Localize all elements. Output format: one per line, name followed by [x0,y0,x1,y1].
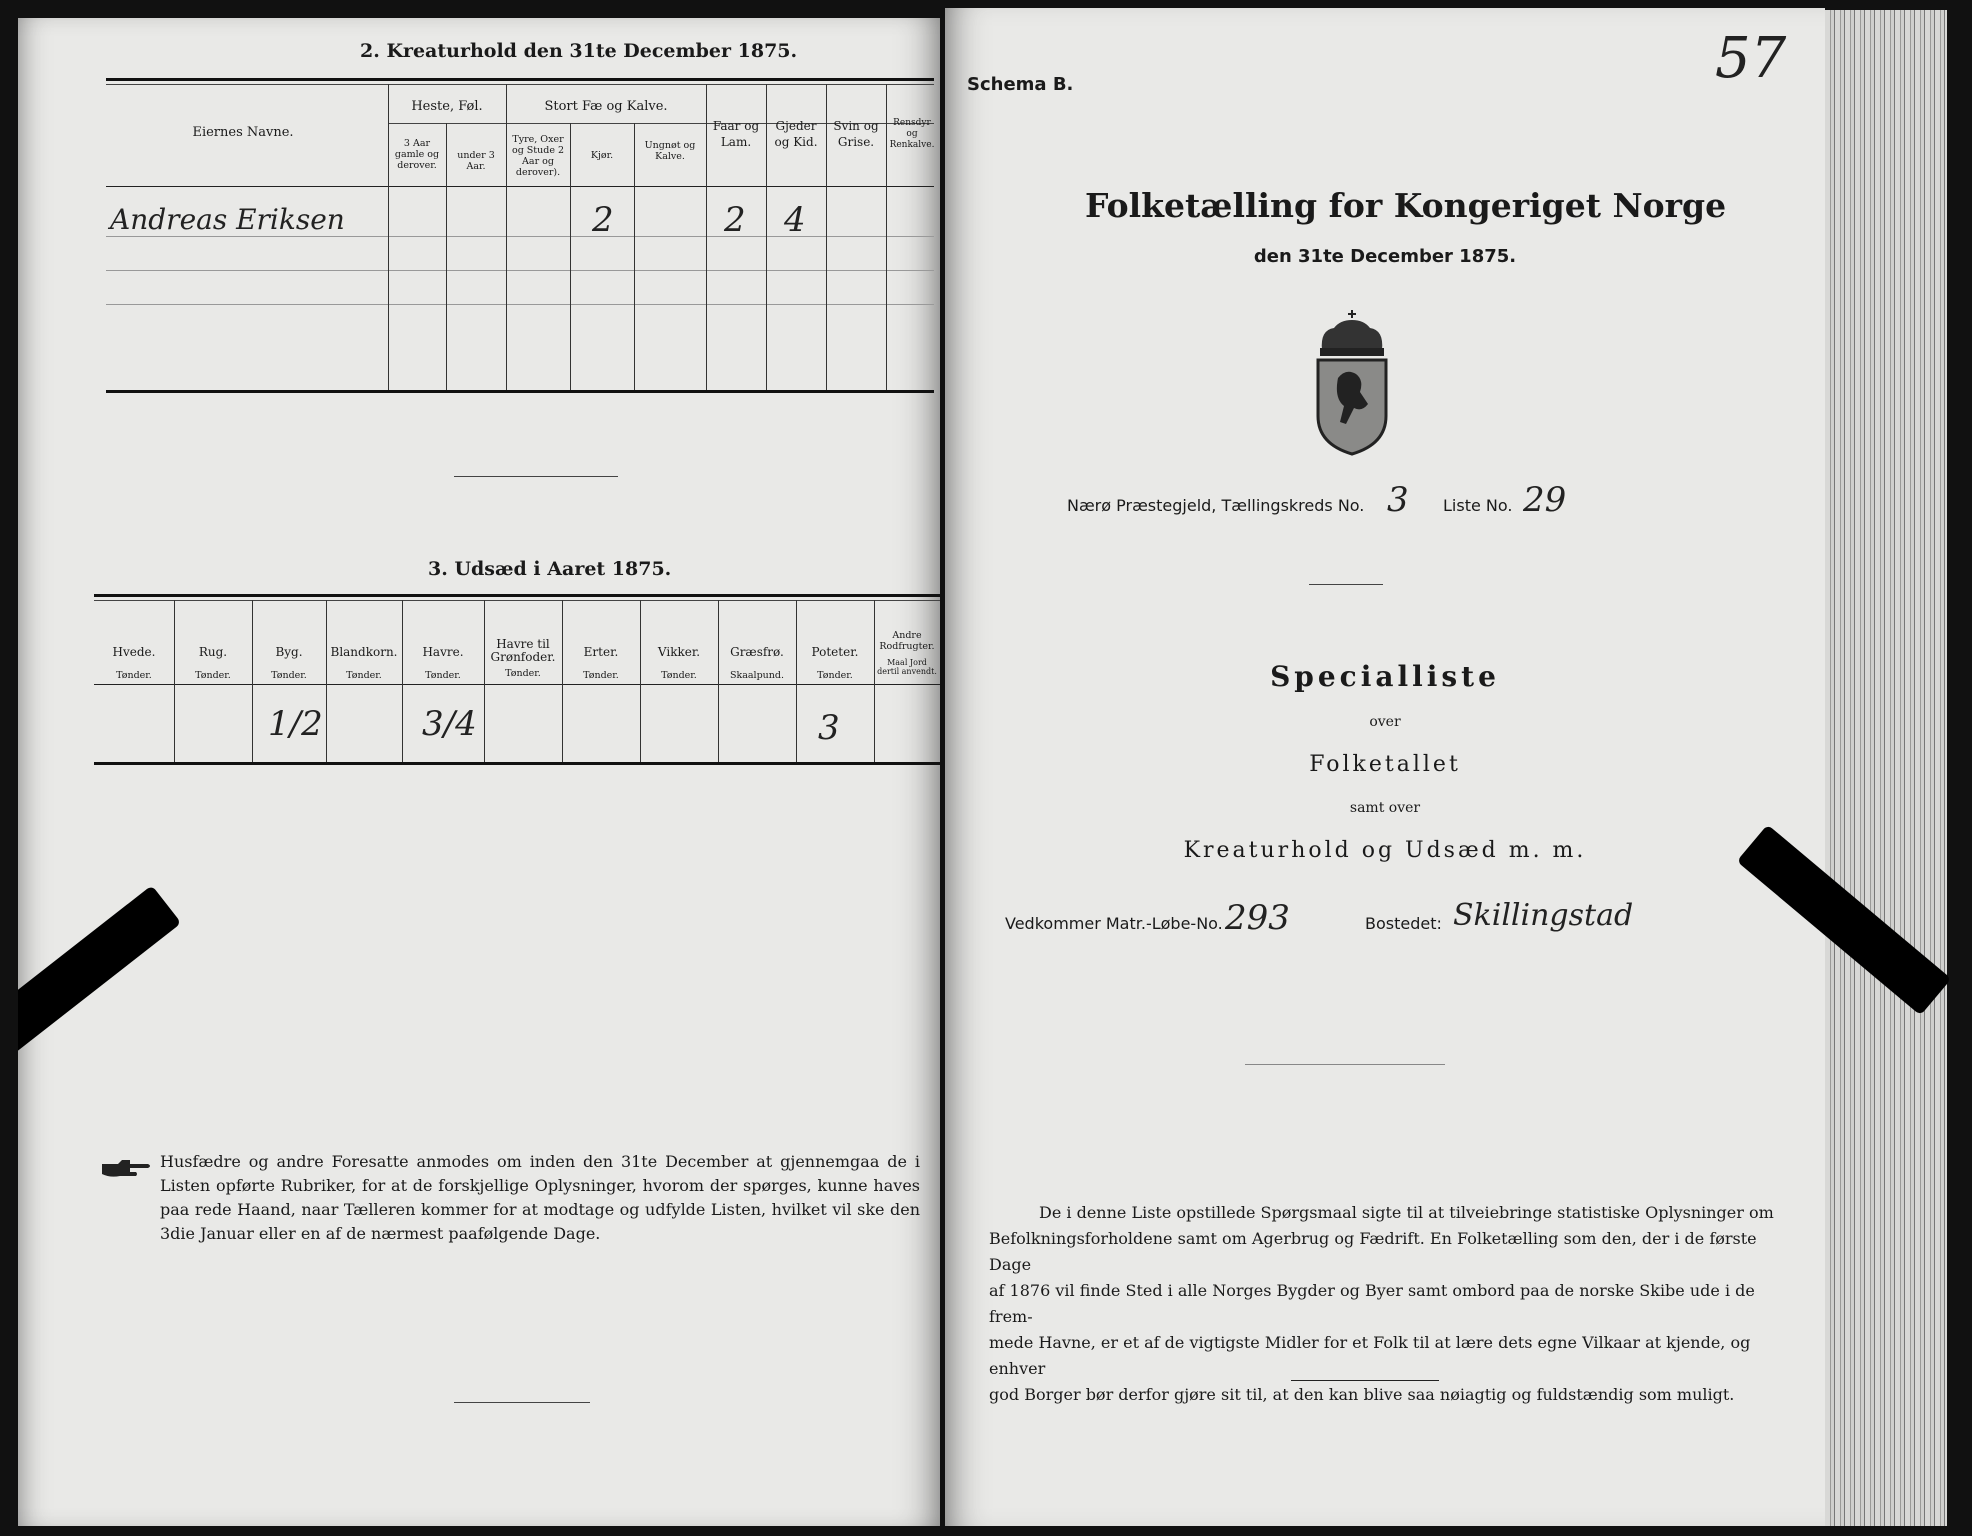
info-line: af 1876 vil finde Sted i alle Norges Bygder og Byer samt ombord paa de norske Skibe ude i de frem- [989,1281,1755,1326]
col-sheep: Faar og Lam. [712,119,760,149]
unit-rug: Tønder. [195,670,231,681]
unit-havre-gronfoder: Tønder. [505,668,541,679]
unit-vikker: Tønder. [661,670,697,681]
col-byg: Byg. [275,645,303,659]
over-text: over [1369,714,1401,730]
cows-value: 2 [592,200,614,240]
unit-blandkorn: Tønder. [346,670,382,681]
col-owner-header: Eiernes Navne. [192,125,294,140]
col-pigs: Svin og Grise. [833,119,879,149]
byg-value: 1/2 [268,704,323,744]
census-date: den 31te December 1875. [1253,246,1517,267]
info-paragraph [989,1200,1789,1408]
left-page [18,18,940,1526]
specialliste-heading: Specialliste [1270,660,1500,693]
col-calves: Ungnøt og Kalve. [644,140,696,162]
unit-erter: Tønder. [583,670,619,681]
col-hvede: Hvede. [112,645,156,659]
col-vikker: Vikker. [657,645,701,659]
col-havre-gronfoder: Havre til Grønfoder. [490,637,556,664]
col-poteter: Poteter. [811,645,859,659]
matr-number: 293 [1225,898,1290,938]
info-line: De i denne Liste opstillede Spørgsmaal sigte til at tilveiebringe statistiske Oplysninger om [1039,1203,1774,1222]
liste-label: Liste No. [1443,496,1513,515]
bosted-label: Bostedet: [1365,914,1442,933]
info-line: mede Havne, er et af de vigtigste Midler for et Folk til at lære dets egne Vilkaar at kjende, og enhver [989,1333,1751,1378]
col-bulls: Tyre, Oxer og Stude 2 Aar og derover). [511,134,565,178]
unit-poteter: Tønder. [817,670,853,681]
coat-of-arms-icon [1310,308,1394,458]
folketallet-text: Folketallet [1309,752,1461,777]
liste-number: 29 [1523,480,1567,520]
main-title: Folketælling for Kongeriget Norge [1085,186,1727,225]
havre-value: 3/4 [422,704,477,744]
right-page [945,8,1825,1526]
notice-text: Husfædre og andre Foresatte anmodes om inden den 31te December at gjennemgaa de i Listen opførte Rubriker, for at de forskjellige Oplysninger, hvorom der spørges, kunne haves paa rede Haand, naar Tælleren kommer for at modtage og udfylde Listen, hvilket vil ske den 3die Januar eller en af de nærmest paafølgende Dage. [160,1152,920,1243]
kreds-number: 3 [1387,480,1409,520]
col-blandkorn: Blandkorn. [330,645,398,659]
poteter-value: 3 [818,708,840,748]
unit-andre: Maal Jord dertil anvendt. [877,658,937,676]
section2-title: 2. Kreaturhold den 31te December 1875. [360,40,798,62]
owner-name: Andreas Eriksen [110,203,345,236]
group-cattle-header: Stort Fæ og Kalve. [544,99,668,114]
pointing-hand-icon [100,1158,152,1180]
samt-over-text: samt over [1349,800,1421,816]
kreaturhold-text: Kreaturhold og Udsæd m. m. [1183,838,1587,863]
schema-label: Schema B. [967,74,1074,95]
unit-graesfro: Skaalpund. [729,670,785,681]
col-goats: Gjeder og Kid. [774,119,818,149]
goats-value: 4 [784,200,806,240]
sheep-value: 2 [724,200,746,240]
col-erter: Erter. [583,645,619,659]
parish-line: Nærø Præstegjeld, Tællingskreds No. [1067,496,1365,515]
matr-label: Vedkommer Matr.-Løbe-No. [1005,914,1223,933]
col-horses-old: 3 Aar gamle og derover. [394,138,440,171]
page-number: 57 [1715,26,1787,91]
unit-hvede: Tønder. [116,670,152,681]
info-line: Befolkningsforholdene samt om Agerbrug og Fædrift. En Folketælling som den, der i de første Dage [989,1229,1757,1274]
unit-byg: Tønder. [271,670,307,681]
col-havre: Havre. [422,645,464,659]
col-andre-rodfrugter: Andre Rodfrugter. [879,630,935,652]
book-strap-left [18,885,181,1071]
section3-title: 3. Udsæd i Aaret 1875. [428,558,672,580]
col-reindeer: Rensdyr og Renkalve. [889,118,935,150]
group-horses-header: Heste, Føl. [411,99,483,114]
info-line: god Borger bør derfor gjøre sit til, at den kan blive saa nøiagtig og fuldstændig som muligt. [989,1385,1735,1404]
bosted-value: Skillingstad [1453,898,1634,933]
col-horses-young: under 3 Aar. [457,150,495,172]
col-rug: Rug. [198,645,228,659]
page-edges [1825,10,1947,1526]
unit-havre: Tønder. [425,670,461,681]
col-graesfro: Græsfrø. [730,645,784,659]
col-cows: Kjør. [590,150,614,161]
